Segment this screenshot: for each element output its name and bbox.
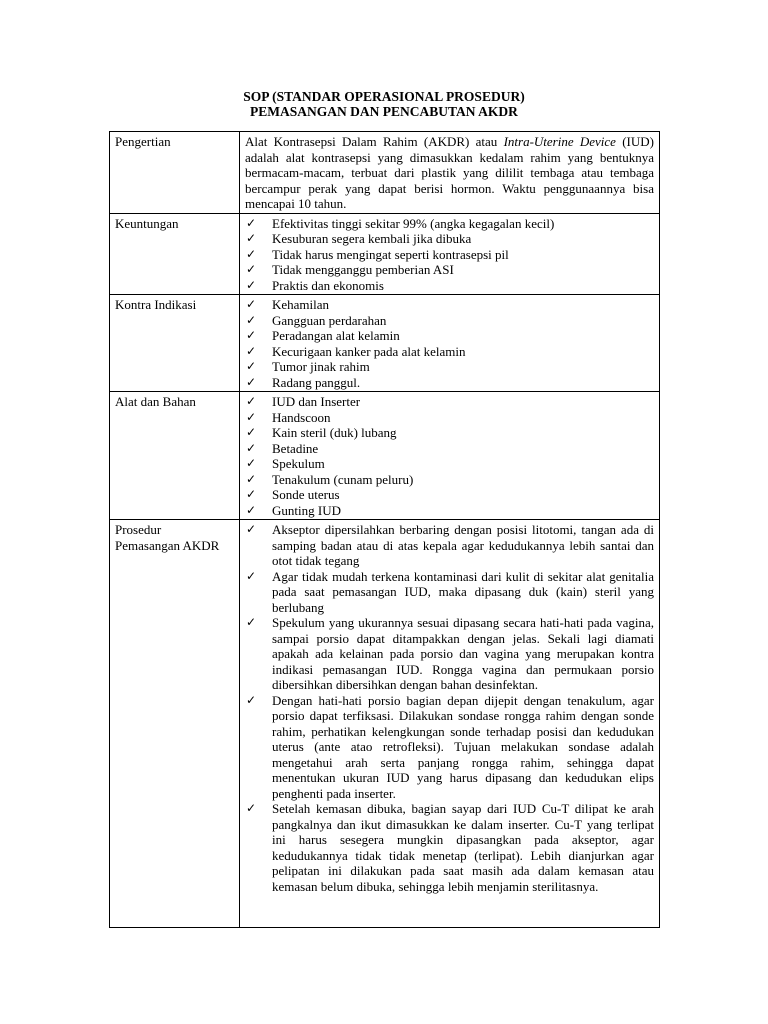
checklist-item — [245, 615, 654, 693]
checklist-item-text: Gangguan perdarahan — [272, 312, 387, 328]
checklist-item — [245, 394, 654, 410]
checkmark-icon: ✓ — [246, 568, 257, 583]
prosedur-list — [245, 522, 654, 894]
checkmark-icon: ✓ — [246, 471, 257, 486]
checklist-item — [245, 375, 654, 391]
checkmark-icon: ✓ — [246, 394, 257, 408]
checklist-item-text: Peradangan alat kelamin — [272, 328, 400, 343]
checklist-item-text: Sonde uterus — [272, 487, 340, 502]
checkmark-icon: ✓ — [246, 456, 257, 470]
checklist-item — [245, 569, 654, 616]
checkmark-icon: ✓ — [246, 359, 257, 373]
content-pengertian — [240, 132, 660, 214]
row-keuntungan — [110, 213, 660, 295]
checklist-item-text: Gunting IUD — [272, 502, 341, 518]
checklist-item — [245, 262, 654, 278]
checkmark-icon: ✓ — [246, 262, 257, 276]
content-alat-bahan — [240, 392, 660, 520]
checklist-item-text: Tumor jinak rahim — [272, 359, 370, 374]
content-kontra-indikasi — [240, 295, 660, 392]
checkmark-icon: ✓ — [246, 801, 257, 815]
checklist-item — [245, 344, 654, 360]
checklist-item-text: Kesuburan segera kembali jika dibuka — [272, 231, 472, 246]
checklist-item-text: Tidak harus mengingat seperti kontrasepsi pil — [272, 246, 509, 262]
kontra-indikasi-list — [245, 297, 654, 390]
checklist-item-text: Radang panggul. — [272, 374, 361, 390]
document-title: SOP (STANDAR OPERASIONAL PROSEDUR) — [243, 89, 525, 104]
checklist-item — [245, 328, 654, 344]
checkmark-icon: ✓ — [246, 297, 257, 311]
checklist-item-text: Efektivitas tinggi sekitar 99% (angka kegagalan kecil) — [272, 215, 555, 231]
checklist-item — [245, 801, 654, 894]
checklist-item — [245, 247, 654, 263]
checklist-item-text: Kehamilan — [272, 297, 330, 312]
checkmark-icon: ✓ — [246, 328, 257, 342]
label-prosedur — [110, 520, 240, 928]
checkmark-icon: ✓ — [246, 277, 257, 292]
checklist-item-text: Kain steril (duk) lubang — [272, 425, 397, 440]
checkmark-icon: ✓ — [246, 487, 257, 501]
checkmark-icon: ✓ — [246, 409, 257, 424]
content-prosedur — [240, 520, 660, 928]
checklist-item-text: Dengan hati-hati porsio bagian depan dijepit dengan tenakulum, agar porsio dapat terfiksasi. Dilakukan sondase rongga rahim dengan sonde rahim, perhatikan kelengkungan sonde terhadap posisi dan kedudukan uterus (ante atao retrofleksi). Tujuan melakukan sondase adalah mengetahui arah serta panjang rongga rahim, sehingga dapat menentukan ukuran IUD yang harus dipasang dan kedudukan elips penghenti pada inserter. — [272, 692, 654, 801]
checkmark-icon: ✓ — [246, 312, 257, 327]
sop-table — [109, 131, 660, 928]
checkmark-icon: ✓ — [246, 246, 257, 261]
checklist-item-text: Agar tidak mudah terkena kontaminasi dari kulit di sekitar alat genitalia pada saat pemasangan IUD, maka dipasang duk (kain) steril yang berlubang — [272, 568, 654, 615]
keuntungan-list — [245, 216, 654, 294]
row-pengertian — [110, 132, 660, 214]
checklist-item-text: IUD dan Inserter — [272, 394, 361, 409]
checkmark-icon: ✓ — [246, 425, 257, 439]
pengertian-text-italic: Intra-Uterine Device — [503, 134, 616, 149]
checklist-item — [245, 278, 654, 294]
label-alat-bahan: Alat dan Bahan — [110, 392, 240, 520]
checklist-item-text: Praktis dan ekonomis — [272, 277, 384, 293]
alat-bahan-list — [245, 394, 654, 518]
document-subtitle: PEMASANGAN DAN PENCABUTAN AKDR — [250, 104, 518, 119]
checklist-item — [245, 410, 654, 426]
checkmark-icon: ✓ — [246, 231, 257, 245]
checkmark-icon: ✓ — [246, 615, 257, 629]
checkmark-icon: ✓ — [246, 374, 257, 389]
checklist-item — [245, 359, 654, 375]
checklist-item-text: Spekulum — [272, 456, 325, 471]
checklist-item — [245, 231, 654, 247]
checklist-item — [245, 441, 654, 457]
checkmark-icon: ✓ — [246, 692, 257, 707]
checkmark-icon: ✓ — [246, 215, 257, 230]
checklist-item-text: Tidak mengganggu pemberian ASI — [272, 262, 454, 277]
checklist-item — [245, 503, 654, 519]
checklist-item — [245, 522, 654, 569]
checklist-item — [245, 216, 654, 232]
checkmark-icon: ✓ — [246, 522, 257, 536]
row-kontra-indikasi — [110, 295, 660, 392]
label-prosedur-line2: Pemasangan AKDR — [115, 537, 220, 553]
content-keuntungan — [240, 213, 660, 295]
checklist-item — [245, 456, 654, 472]
checklist-item-text: Akseptor dipersilahkan berbaring dengan posisi litotomi, tangan ada di samping badan atau di atas kepala agar kedudukannya lebih santai dan otot tidak tegang — [272, 522, 654, 568]
row-prosedur — [110, 520, 660, 928]
checklist-item-text: Tenakulum (cunam peluru) — [272, 471, 414, 487]
checklist-item — [245, 313, 654, 329]
checklist-item — [245, 487, 654, 503]
checklist-item — [245, 425, 654, 441]
checklist-item-text: Kecurigaan kanker pada alat kelamin — [272, 343, 466, 359]
label-kontra-indikasi: Kontra Indikasi — [110, 295, 240, 392]
checklist-item — [245, 693, 654, 802]
checkmark-icon: ✓ — [246, 502, 257, 517]
pengertian-text-before: Alat Kontrasepsi Dalam Rahim (AKDR) atau — [245, 134, 504, 149]
checklist-item-text: Handscoon — [272, 409, 331, 425]
checklist-item — [245, 472, 654, 488]
checkmark-icon: ✓ — [246, 440, 257, 455]
checklist-item-text: Setelah kemasan dibuka, bagian sayap dari IUD Cu-T dilipat ke arah pangkalnya dan ikut dimasukkan ke dalam inserter. Cu-T yang terlipat ini harus sesegera mungkin dipasangkan pada akseptor, agar kedudukannya tidak tidak menetap (terlipat). Lebih dianjurkan agar pelipatan ini dilakukan pada saat masih ada dalam kemasan atau kemasan belum dibuka, sehingga lebih menjamin sterilitasnya. — [272, 801, 654, 894]
checkmark-icon: ✓ — [246, 343, 257, 358]
checklist-item — [245, 297, 654, 313]
row-alat-bahan — [110, 392, 660, 520]
label-keuntungan: Keuntungan — [110, 213, 240, 295]
pengertian-text-after: (IUD) adalah alat kontrasepsi yang dimasukkan kedalam rahim yang bentuknya bermacam-macam, terbuat dari plastik yang dililit tembaga atau tembaga bercampur perak yang dapat berisi hormon. Waktu penggunaannya bisa mencapai 10 tahun. — [245, 134, 654, 211]
checklist-item-text: Spekulum yang ukurannya sesuai dipasang secara hati-hati pada vagina, sampai porsio dapat ditampakkan dengan jelas. Sekali lagi diamati apakah ada kelainan pada porsio dan vagina yang merupakan kontra indikasi pemasangan IUD. Rongga vagina dan permukaan porsio dibersihkan dibersihkan dengan bahan desinfektan. — [272, 615, 654, 692]
label-pengertian: Pengertian — [110, 132, 240, 214]
label-prosedur-line1: Prosedur — [115, 522, 162, 537]
checklist-item-text: Betadine — [272, 440, 319, 456]
